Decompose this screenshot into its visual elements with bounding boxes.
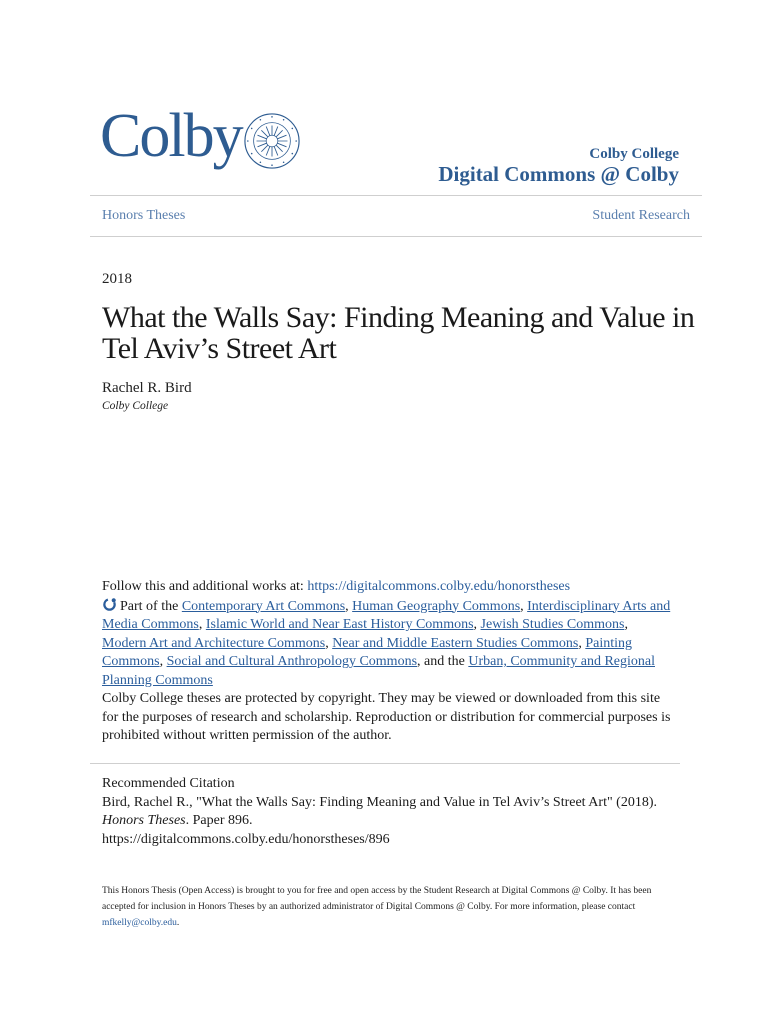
commons-link[interactable]: Modern Art and Architecture Commons [102,635,326,651]
separator: , [578,635,586,651]
student-research-link[interactable]: Student Research [592,208,690,223]
separator: , [345,598,353,614]
footer-end: . [176,918,180,928]
separator: , [198,617,206,632]
colby-logo-wordmark[interactable]: Colby [100,102,242,170]
separator: , [520,598,528,614]
citation-line: Bird, Rachel R., "What the Walls Say: Finding Meaning and Value in Tel Aviv’s Street Art" (2018). [102,794,657,810]
separator: , [473,617,481,632]
honors-theses-link[interactable]: Honors Theses [102,208,186,223]
part-of-prefix: Part of the [120,598,182,614]
part-of-line [102,597,672,691]
footer-notice [102,883,682,931]
follow-line [102,578,672,597]
separator: , [159,654,167,669]
citation-paper: . Paper 896. [185,813,253,828]
commons-link[interactable]: Social and Cultural Anthropology Commons [166,654,418,669]
commons-link[interactable]: Urban, Community and Regional Planning Commons [102,654,655,688]
commons-link[interactable]: Jewish Studies Commons [480,617,625,632]
commons-link[interactable]: Human Geography Commons [352,598,521,614]
citation-block [102,775,692,849]
copyright-notice: Colby College theses are protected by copyright. They may be viewed or downloaded from this site for the purposes of research and scholarship. Reproduction or distribution for commercial purposes is prohibited without written permission of the author. [102,691,671,743]
separator: , [325,635,333,651]
header-divider [90,195,702,196]
commons-link[interactable]: Painting Commons [102,635,632,669]
colby-seal-logo [243,112,301,170]
bepress-network-icon [102,597,117,612]
nav-divider [90,236,702,237]
contact-email-link[interactable]: mfkelly@colby.edu [102,918,177,928]
publication-year: 2018 [102,271,132,287]
repository-name[interactable]: Digital Commons @ Colby [438,162,679,186]
separator: , [624,617,628,632]
commons-link[interactable]: Interdisciplinary Arts and Media Commons [102,598,671,632]
separator: , and the [417,654,469,669]
follow-url-link[interactable]: https://digitalcommons.colby.edu/honorstheses [307,579,571,594]
footer-text: This Honors Thesis (Open Access) is brought to you for free and open access by the Student Research at Digital Commons @ Colby. It has been accepted for inclusion in Honors Theses by an authorized administrator of Digital Commons @ Colby. For more information, please contact [102,886,652,912]
commons-link[interactable]: Islamic World and Near East History Commons [205,617,474,632]
citation-series-line [102,812,692,831]
paper-title: What the Walls Say: Finding Meaning and Value in Tel Aviv’s Street Art [102,301,695,365]
citation-heading: Recommended Citation [102,776,235,791]
author-affiliation: Colby College [102,400,169,412]
citation-url: https://digitalcommons.colby.edu/honorstheses/896 [102,831,390,847]
author-name: Rachel R. Bird [102,380,192,396]
follow-prefix: Follow this and additional works at: [102,579,308,594]
college-name[interactable]: Colby College [589,146,679,162]
citation-divider [90,763,680,764]
citation-series: Honors Theses [102,813,186,828]
commons-link[interactable]: Contemporary Art Commons [181,598,346,614]
commons-link[interactable]: Near and Middle Eastern Studies Commons [332,635,579,651]
body-block [102,578,672,746]
